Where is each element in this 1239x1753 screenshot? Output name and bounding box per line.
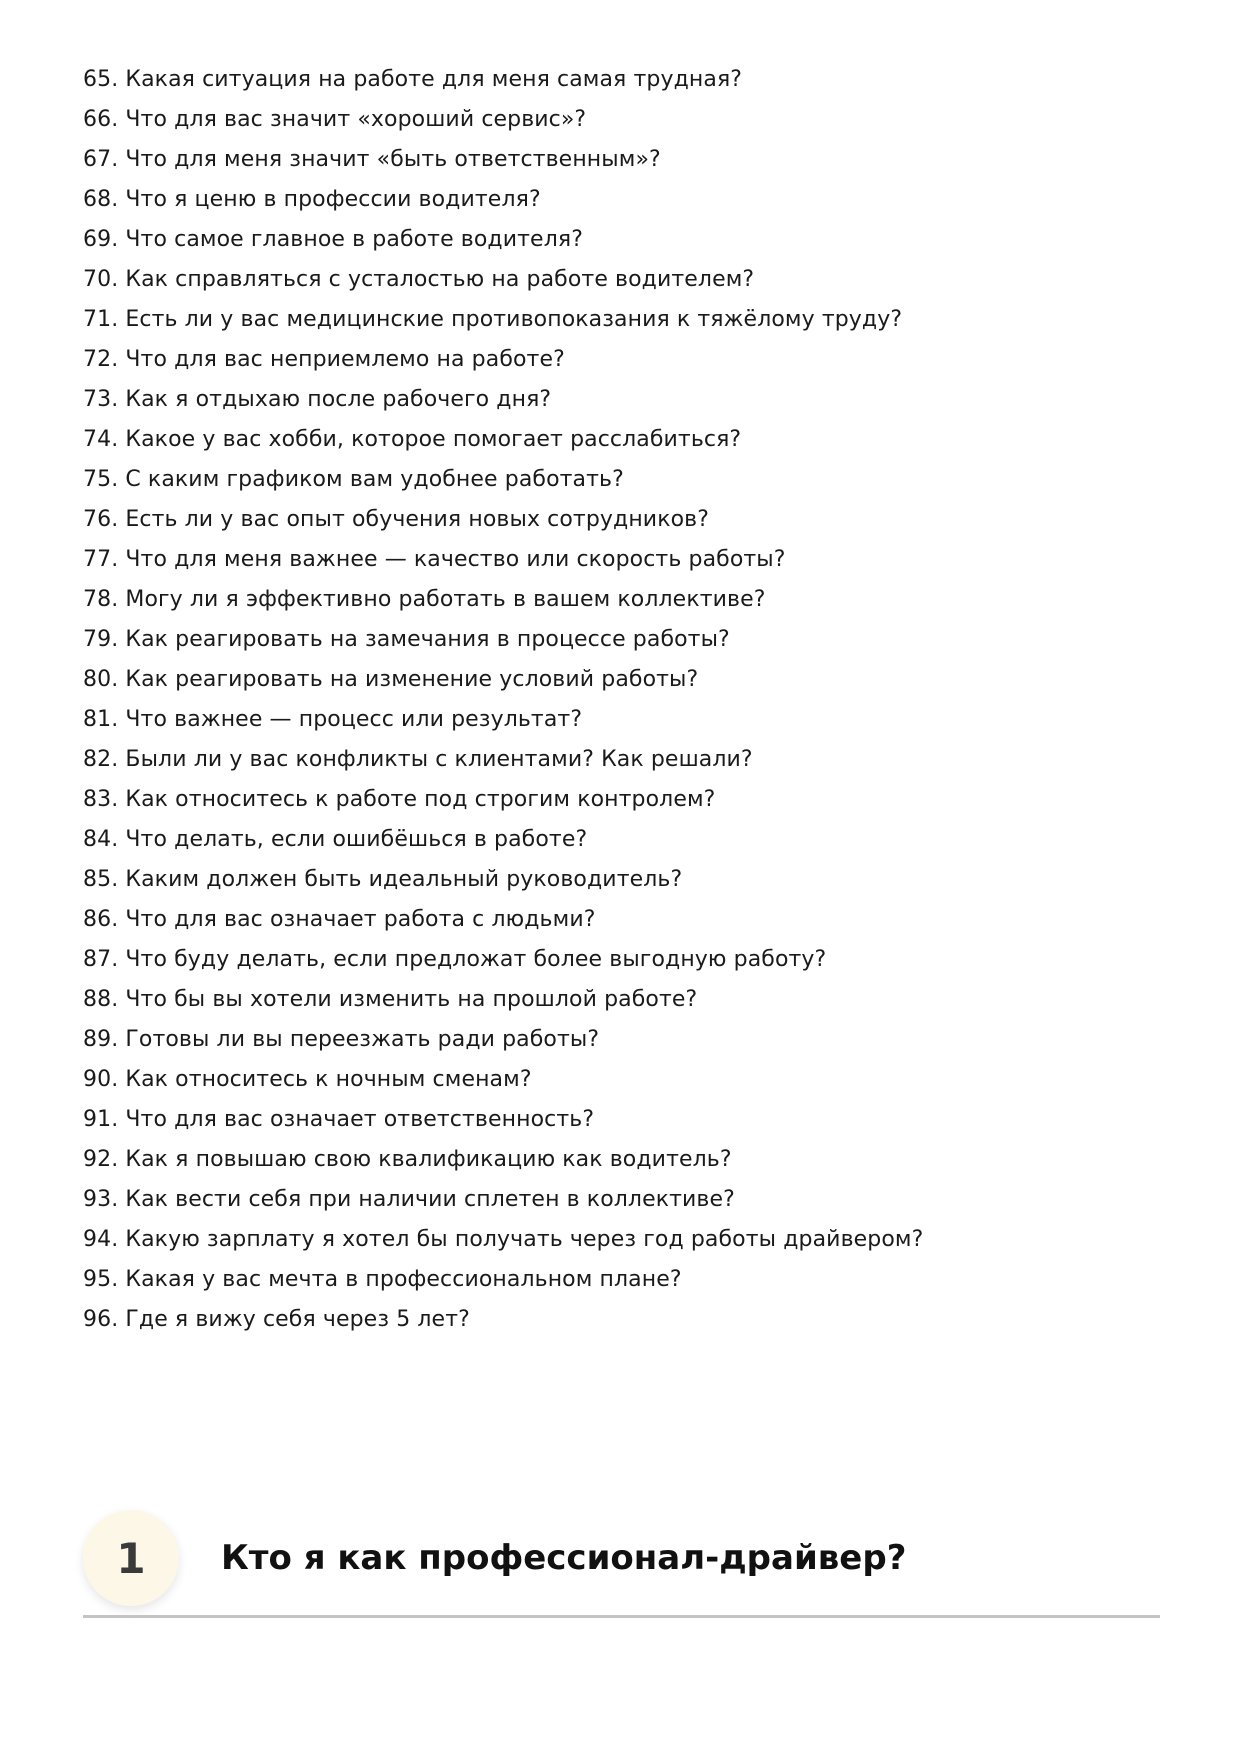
section-number-badge: 1 (83, 1510, 179, 1606)
question-item: 92. Как я повышаю свою квалификацию как водитель? (83, 1147, 732, 1172)
question-item: 71. Есть ли у вас медицинские противопоказания к тяжёлому труду? (83, 307, 903, 332)
question-item: 96. Где я вижу себя через 5 лет? (83, 1307, 470, 1332)
question-item: 81. Что важнее — процесс или результат? (83, 707, 583, 732)
question-item: 65. Какая ситуация на работе для меня самая трудная? (83, 67, 743, 92)
question-item: 91. Что для вас означает ответственность? (83, 1107, 595, 1132)
question-item: 87. Что буду делать, если предложат более выгодную работу? (83, 947, 827, 972)
question-item: 88. Что бы вы хотели изменить на прошлой работе? (83, 987, 698, 1012)
question-item: 76. Есть ли у вас опыт обучения новых сотрудников? (83, 507, 709, 532)
question-item: 75. С каким графиком вам удобнее работать? (83, 467, 624, 492)
question-item: 93. Как вести себя при наличии сплетен в коллективе? (83, 1187, 735, 1212)
question-item: 74. Какое у вас хобби, которое помогает расслабиться? (83, 427, 742, 452)
question-item: 72. Что для вас неприемлемо на работе? (83, 347, 565, 372)
section-divider (83, 1615, 1160, 1618)
question-item: 82. Были ли у вас конфликты с клиентами? Как решали? (83, 747, 753, 772)
question-item: 80. Как реагировать на изменение условий работы? (83, 667, 699, 692)
question-item: 73. Как я отдыхаю после рабочего дня? (83, 387, 552, 412)
question-item: 84. Что делать, если ошибёшься в работе? (83, 827, 588, 852)
question-item: 83. Как относитесь к работе под строгим контролем? (83, 787, 716, 812)
question-item: 95. Какая у вас мечта в профессиональном плане? (83, 1267, 682, 1292)
question-item: 66. Что для вас значит «хороший сервис»? (83, 107, 587, 132)
question-item: 70. Как справляться с усталостью на работе водителем? (83, 267, 755, 292)
question-item: 86. Что для вас означает работа с людьми? (83, 907, 596, 932)
question-item: 77. Что для меня важнее — качество или скорость работы? (83, 547, 786, 572)
question-item: 67. Что для меня значит «быть ответственным»? (83, 147, 661, 172)
question-item: 94. Какую зарплату я хотел бы получать через год работы драйвером? (83, 1227, 924, 1252)
question-item: 78. Могу ли я эффективно работать в вашем коллективе? (83, 587, 766, 612)
question-list (83, 60, 923, 1340)
question-item: 85. Каким должен быть идеальный руководитель? (83, 867, 683, 892)
question-item: 79. Как реагировать на замечания в процессе работы? (83, 627, 730, 652)
section-header (83, 1510, 1160, 1620)
question-item: 89. Готовы ли вы переезжать ради работы? (83, 1027, 600, 1052)
section-title: Кто я как профессионал-драйвер? (221, 1538, 907, 1578)
question-item: 90. Как относитесь к ночным сменам? (83, 1067, 532, 1092)
question-item: 68. Что я ценю в профессии водителя? (83, 187, 541, 212)
question-item: 69. Что самое главное в работе водителя? (83, 227, 583, 252)
